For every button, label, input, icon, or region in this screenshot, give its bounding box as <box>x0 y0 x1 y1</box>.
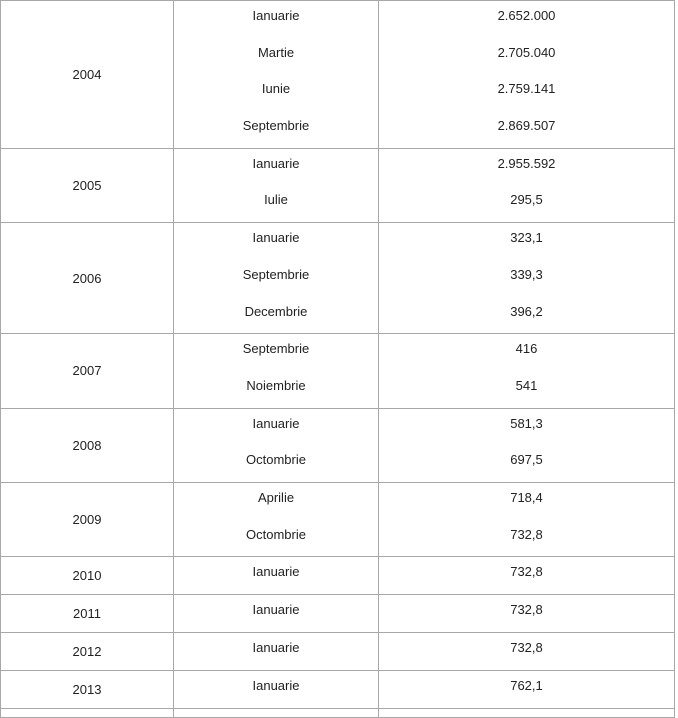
table-row <box>1 482 675 556</box>
month-cell <box>174 595 379 633</box>
value-label: 295,5 <box>510 192 543 208</box>
month-label: Iulie <box>264 192 288 208</box>
value-cell <box>379 223 675 334</box>
month-label: Octombrie <box>246 452 306 468</box>
month-cell <box>174 671 379 709</box>
value-label: 323,1 <box>510 230 543 246</box>
year-label: 2011 <box>73 606 101 621</box>
month-label: Aprilie <box>257 489 295 505</box>
table-row <box>1 633 675 671</box>
year-cell <box>1 223 174 334</box>
month-label: Decembrie <box>244 303 308 319</box>
year-cell <box>1 482 174 556</box>
value-cell <box>379 148 675 222</box>
month-label: Ianuarie <box>252 564 300 580</box>
value-label: 416 <box>515 341 538 357</box>
month-cell <box>174 408 379 482</box>
year-cell <box>1 671 174 709</box>
year-label: 2009 <box>72 512 102 528</box>
table-row <box>1 595 675 633</box>
table-row <box>1 148 675 222</box>
value-cell <box>379 482 675 556</box>
table-row <box>1 671 675 709</box>
value-label: 732,8 <box>510 640 543 656</box>
value-label: 581,3 <box>510 415 543 431</box>
year-label: 2005 <box>72 177 102 193</box>
month-label: Octombrie <box>246 526 306 542</box>
year-label: 2006 <box>72 270 102 286</box>
month-cell <box>174 482 379 556</box>
month-label: Noiembrie <box>246 377 306 393</box>
value-cell <box>379 633 675 671</box>
table-row <box>1 408 675 482</box>
year-label: 2013 <box>72 681 102 697</box>
value-cell <box>379 334 675 408</box>
month-label: Ianuarie <box>252 415 300 431</box>
value-label: 2.955.592 <box>497 155 556 171</box>
month-label: Septembrie <box>242 341 310 357</box>
month-label: Ianuarie <box>252 8 300 23</box>
table-body <box>1 1 675 718</box>
value-label: 732,8 <box>510 564 543 580</box>
month-label: Ianuarie <box>252 230 300 246</box>
value-label: 2.705.040 <box>497 44 556 60</box>
value-label: 541 <box>515 377 538 393</box>
value-cell <box>379 408 675 482</box>
month-label: Ianuarie <box>252 155 300 171</box>
table-row <box>1 1 675 149</box>
month-label: Septembrie <box>242 118 310 134</box>
month-cell <box>174 334 379 408</box>
value-label: 339,3 <box>510 266 543 282</box>
year-label: 2007 <box>72 363 102 379</box>
year-label: 2010 <box>72 568 102 584</box>
year-cell <box>1 334 174 408</box>
month-label: Ianuarie <box>252 602 300 618</box>
month-cell <box>174 223 379 334</box>
value-cell <box>379 1 675 149</box>
value-label: 732,8 <box>510 602 543 618</box>
year-cell <box>1 633 174 671</box>
month-label: Septembrie <box>242 266 310 282</box>
table-row <box>1 334 675 408</box>
month-label: Martie <box>257 44 295 60</box>
month-cell <box>174 633 379 671</box>
year-label: 2004 <box>72 66 102 82</box>
value-label: 762,1 <box>510 678 543 693</box>
year-cell <box>1 557 174 595</box>
value-label: 732,8 <box>510 526 543 542</box>
month-cell <box>174 148 379 222</box>
value-label: 2.869.507 <box>497 118 556 134</box>
month-label: Ianuarie <box>252 640 300 656</box>
year-cell <box>1 1 174 149</box>
year-cell <box>1 595 174 633</box>
value-cell <box>379 671 675 709</box>
value-label: 697,5 <box>510 452 543 468</box>
month-cell <box>174 1 379 149</box>
year-label: 2008 <box>72 437 102 453</box>
value-cell <box>379 595 675 633</box>
month-cell <box>174 557 379 595</box>
table-row <box>1 223 675 334</box>
month-label: Iunie <box>261 81 291 97</box>
table-row <box>1 557 675 595</box>
year-label: 2012 <box>72 644 102 659</box>
year-cell <box>1 148 174 222</box>
value-label: 718,4 <box>510 489 543 505</box>
value-label: 2.759.141 <box>497 81 556 97</box>
year-cell <box>1 408 174 482</box>
value-cell <box>379 557 675 595</box>
value-label: 396,2 <box>510 303 543 319</box>
month-label: Ianuarie <box>252 678 300 693</box>
value-label: 2.652.000 <box>497 8 556 23</box>
